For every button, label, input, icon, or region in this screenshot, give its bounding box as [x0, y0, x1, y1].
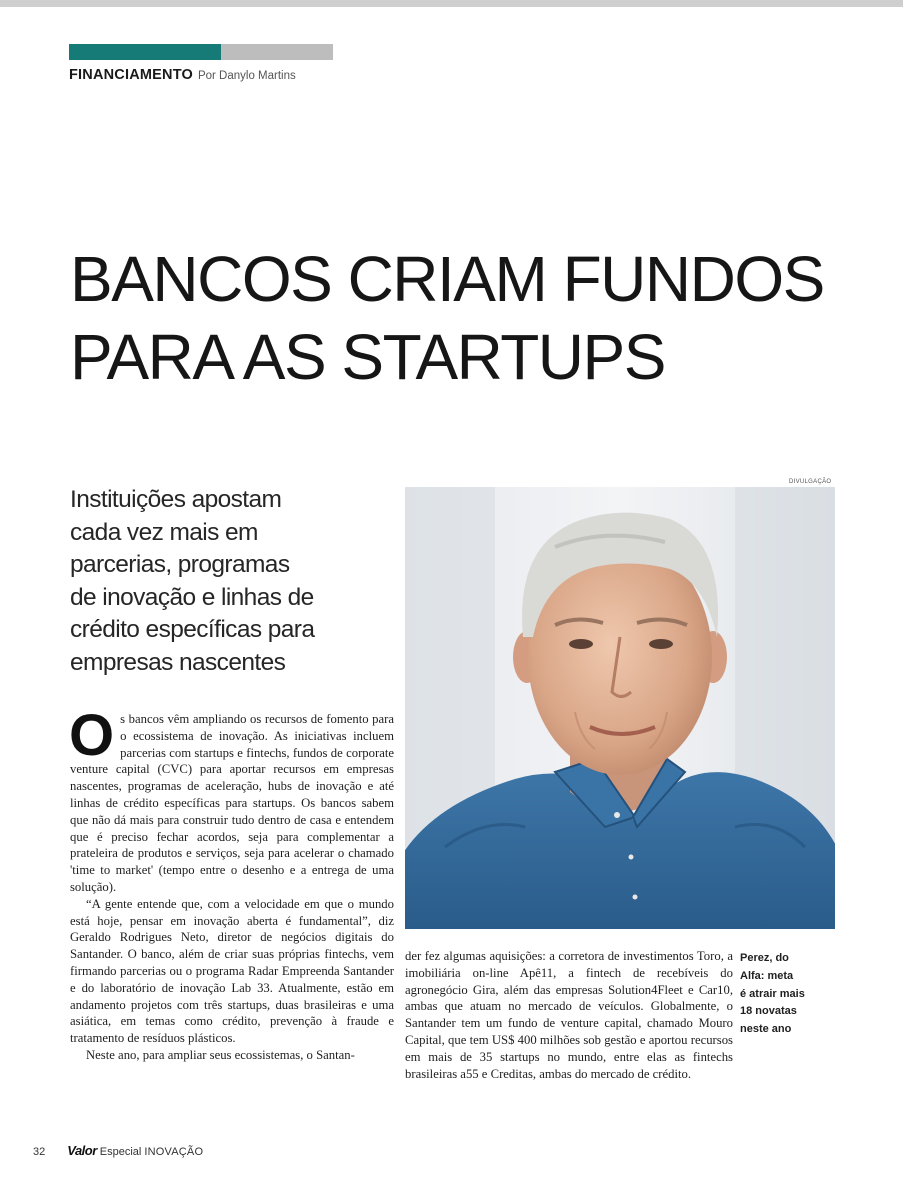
caption-line: neste ano [740, 1023, 792, 1036]
subheadline-line: crédito específicas para [70, 616, 315, 643]
footer-section: INOVAÇÃO [144, 1146, 204, 1158]
article-column-2 [405, 948, 733, 1082]
byline: Por Danylo Martins [197, 70, 296, 82]
edition-label: Especial [99, 1146, 142, 1158]
headline-line: PARA AS STARTUPS [70, 321, 665, 393]
subheadline [70, 484, 400, 679]
headline-line: BANCOS CRIAM FUNDOS [70, 243, 824, 315]
caption-line: 18 novatas [740, 1005, 797, 1018]
paragraph: s bancos vêm ampliando os recursos de fomento para o ecossistema de inovação. As iniciativas incluem parcerias com startups e fintechs, fundos de corporate venture capital (CVC) para aportar recursos em empresas nascentes, programas de aceleração, hubs de inovação e até linhas de crédito específicas para startups. Os bancos sabem que não dá mais para construir tudo dentro de casa e entendem que é preciso fechar acordos, seja para complementar a prateleira de produtos e serviços, seja para acelerar o chamado 'time to market' (tempo entre o desenho e a entrega de uma solução). [70, 712, 394, 894]
section-kicker [69, 66, 296, 84]
page-number: 32 [33, 1146, 46, 1158]
section-gray-bar [221, 44, 333, 60]
caption-line: Alfa: meta [740, 969, 794, 982]
subheadline-line: de inovação e linhas de [70, 583, 314, 611]
subheadline-line: parcerias, programas [70, 551, 290, 578]
photo-caption [740, 950, 820, 1039]
subheadline-line: empresas nascentes [70, 648, 286, 676]
top-edge-line [0, 0, 903, 7]
portrait-photo [405, 487, 835, 929]
page-footer [33, 1143, 203, 1158]
paragraph: Neste ano, para ampliar seus ecossistemas, o Santan- [86, 1047, 355, 1062]
section-label: FINANCIAMENTO [69, 67, 193, 83]
caption-line: Perez, do [740, 952, 789, 964]
drop-cap: O [69, 703, 115, 768]
subheadline-line: cada vez mais em [70, 518, 258, 546]
section-accent-bar [69, 44, 221, 60]
subheadline-line: Instituições apostam [70, 486, 282, 513]
paragraph: “A gente entende que, com a velocidade em que o mundo está hoje, pensar em inovação aberta é fundamental”, diz Geraldo Rodrigues Neto, diretor de negócios digitais do Santander. O banco, além de criar suas próprias fintechs, vem firmando parcerias ou o programa Radar Empreenda Santander e do laboratório de inovação Lab 33. Atualmente, estão em andamento projetos com três startups, duas brasileiras e uma asiática, em temas como crédito, prevenção à fraude e tratamento de resíduos plásticos. [70, 896, 394, 1046]
photo-credit: DIVULGAÇÃO [789, 479, 832, 485]
publication-brand: Valor [67, 1143, 97, 1158]
headline [70, 240, 824, 396]
article-column-1 [69, 703, 394, 1064]
caption-line: é atrair mais [740, 987, 805, 1000]
paragraph: der fez algumas aquisições: a corretora de investimentos Toro, a imobiliária on-line Apê11, a fintech de recebíveis do agronegócio Gira, além das empresas Solution4Fleet e Car10, ambas que atuam no mercado de veículos. Globalmente, o Santander tem um fundo de venture capital, chamado Mouro Capital, que tem US$ 400 milhões sob gestão e aportou recursos em mais de 35 startups no mundo, entre elas as fintechs brasileiras a55 e Creditas, ambas do mercado de crédito. [405, 949, 733, 1081]
